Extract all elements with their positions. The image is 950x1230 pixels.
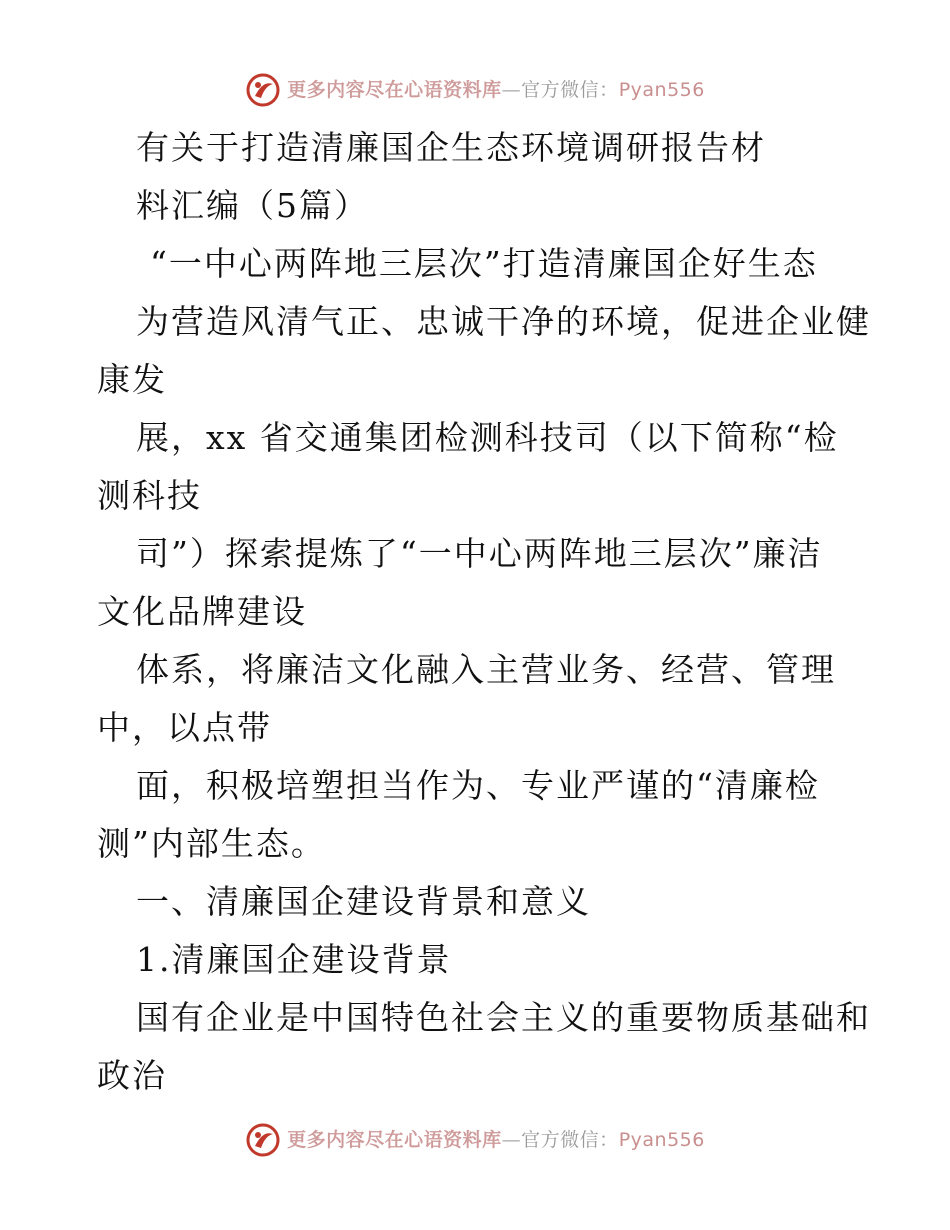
paragraph-line: 体系，将廉洁文化融入主营业务、经营、管理 [136, 650, 836, 689]
header-wechat-label: 官方微信： [521, 78, 619, 101]
brand-logo-icon [245, 72, 281, 108]
paragraph-line: 政治 [97, 1056, 167, 1095]
paragraph-line: 文化品牌建设 [97, 592, 307, 631]
footer-brand: 更多内容尽在心语资料库 [287, 1128, 502, 1151]
footer-banner [0, 1120, 950, 1160]
header-banner [0, 70, 950, 110]
document-title-line-1: 有关于打造清廉国企生态环境调研报告材 [136, 128, 766, 167]
footer-wechat-label: 官方微信： [521, 1128, 619, 1151]
footer-banner-text [287, 1128, 705, 1151]
paragraph-line: 测”内部生态。 [97, 824, 326, 863]
paragraph-line: 面，积极培塑担当作为、专业严谨的“清廉检 [136, 766, 820, 805]
brand-logo-icon [245, 1122, 281, 1158]
section-heading: 一、清廉国企建设背景和意义 [136, 882, 591, 921]
footer-wechat-id: Pyan556 [618, 1128, 705, 1151]
paragraph-line: 国有企业是中国特色社会主义的重要物质基础和 [136, 998, 871, 1037]
document-title-line-2: 料汇编（5篇） [136, 186, 369, 225]
footer-dash: — [501, 1128, 522, 1151]
paragraph-line: 为营造风清气正、忠诚干净的环境，促进企业健 [136, 302, 871, 341]
paragraph-line: 中，以点带 [97, 708, 272, 747]
article-title: “一中心两阵地三层次”打造清廉国企好生态 [150, 244, 818, 283]
paragraph-line: 展，xx 省交通集团检测科技司（以下简称“检 [136, 418, 839, 457]
paragraph-line: 测科技 [97, 476, 202, 515]
subsection-heading: 1.清廉国企建设背景 [136, 940, 452, 979]
header-brand: 更多内容尽在心语资料库 [287, 78, 502, 101]
header-wechat-id: Pyan556 [618, 78, 705, 101]
paragraph-line: 司”）探索提炼了“一中心两阵地三层次”廉洁 [136, 534, 823, 573]
header-banner-text [287, 78, 705, 101]
header-dash: — [501, 78, 522, 101]
paragraph-line: 康发 [97, 360, 167, 399]
